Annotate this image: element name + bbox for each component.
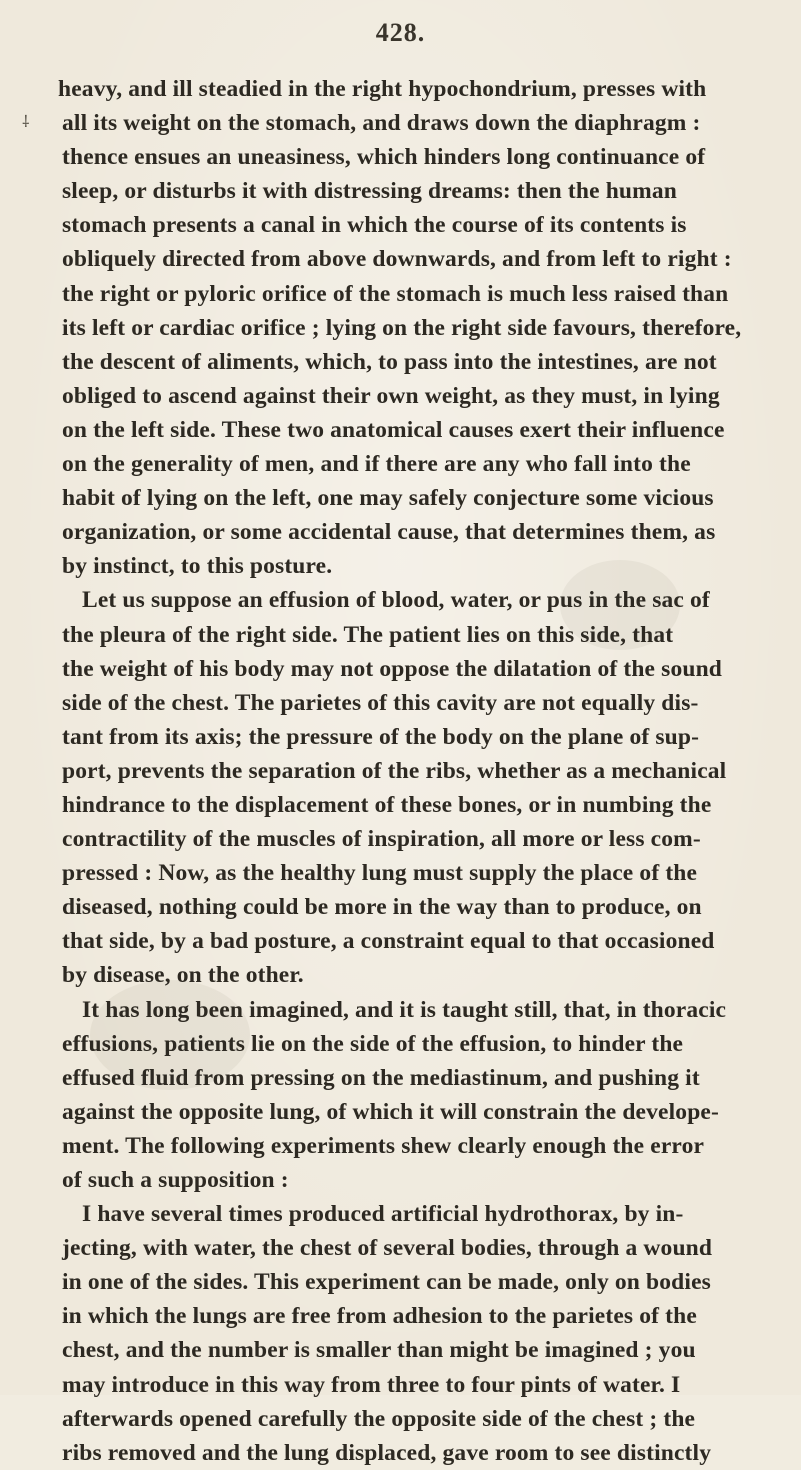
text-line: Let us suppose an effusion of blood, water, or pus in the sac of: [82, 587, 710, 614]
text-line: in which the lungs are free from adhesion to the parietes of the: [62, 1303, 697, 1330]
text-line: on the left side. These two anatomical causes exert their influence: [62, 416, 725, 443]
text-line: the right or pyloric orifice of the stomach is much less raised than: [62, 280, 729, 307]
text-line: in one of the sides. This experiment can be made, only on bodies: [62, 1269, 711, 1296]
text-line: heavy, and ill steadied in the right hypochondrium, presses with: [58, 76, 707, 102]
text-line: the weight of his body may not oppose the dilatation of the sound: [62, 655, 723, 682]
margin-mark: ⸸: [22, 112, 30, 131]
text-line: hindrance to the displacement of these bones, or in numbing the: [62, 791, 712, 818]
text-line: by disease, on the other.: [62, 962, 304, 989]
text-line: effused fluid from pressing on the mediastinum, and pushing it: [62, 1064, 700, 1091]
text-line: obliged to ascend against their own weight, as they must, in lying: [62, 382, 720, 409]
text-line: thence ensues an uneasiness, which hinders long continuance of: [62, 144, 706, 171]
text-line: side of the chest. The parietes of this cavity are not equally dis-: [62, 689, 699, 716]
text-line: effusions, patients lie on the side of the effusion, to hinder the: [62, 1030, 684, 1057]
text-line: its left or cardiac orifice ; lying on the right side favours, therefore,: [62, 314, 742, 341]
text-line: jecting, with water, the chest of several bodies, through a wound: [62, 1235, 713, 1262]
text-line: habit of lying on the left, one may safely conjecture some vicious: [62, 485, 714, 512]
text-line: that side, by a bad posture, a constraint equal to that occasioned: [62, 928, 715, 955]
text-line: ribs removed and the lung displaced, gave room to see distinctly: [62, 1439, 712, 1466]
text-line: sleep, or disturbs it with distressing dreams: then the human: [62, 178, 677, 205]
text-line: I have several times produced artificial hydrothorax, by in-: [82, 1201, 684, 1228]
text-line: by instinct, to this posture.: [62, 553, 333, 580]
text-line: the pleura of the right side. The patient lies on this side, that: [62, 621, 674, 648]
text-line: contractility of the muscles of inspiration, all more or less com-: [62, 826, 701, 853]
text-line: all its weight on the stomach, and draws down the diaphragm :: [62, 110, 701, 137]
text-line: afterwards opened carefully the opposite side of the chest ; the: [62, 1405, 696, 1432]
text-line: port, prevents the separation of the ribs, whether as a mechanical: [62, 757, 727, 784]
page-number: 428.: [375, 18, 426, 47]
body-text: [52, 72, 782, 1470]
text-line: chest, and the number is smaller than might be imagined ; you: [62, 1337, 696, 1364]
text-line: organization, or some accidental cause, that determines them, as: [62, 519, 716, 546]
text-line: may introduce in this way from three to four pints of water. I: [62, 1371, 681, 1398]
text-line: obliquely directed from above downwards, and from left to right :: [62, 246, 732, 273]
text-line: the descent of aliments, which, to pass into the intestines, are not: [62, 348, 717, 375]
text-line: It has long been imagined, and it is taught still, that, in thoracic: [82, 996, 727, 1023]
text-line: on the generality of men, and if there are any who fall into the: [62, 451, 691, 478]
text-line: diseased, nothing could be more in the way than to produce, on: [62, 894, 702, 921]
text-line: ment. The following experiments shew clearly enough the error: [62, 1132, 705, 1159]
text-line: pressed : Now, as the healthy lung must supply the place of the: [62, 860, 698, 887]
text-line: of such a supposition :: [62, 1167, 289, 1193]
text-line: stomach presents a canal in which the course of its contents is: [62, 212, 687, 239]
text-line: against the opposite lung, of which it will constrain the develope-: [62, 1098, 719, 1125]
text-line: tant from its axis; the pressure of the body on the plane of sup-: [62, 723, 700, 750]
